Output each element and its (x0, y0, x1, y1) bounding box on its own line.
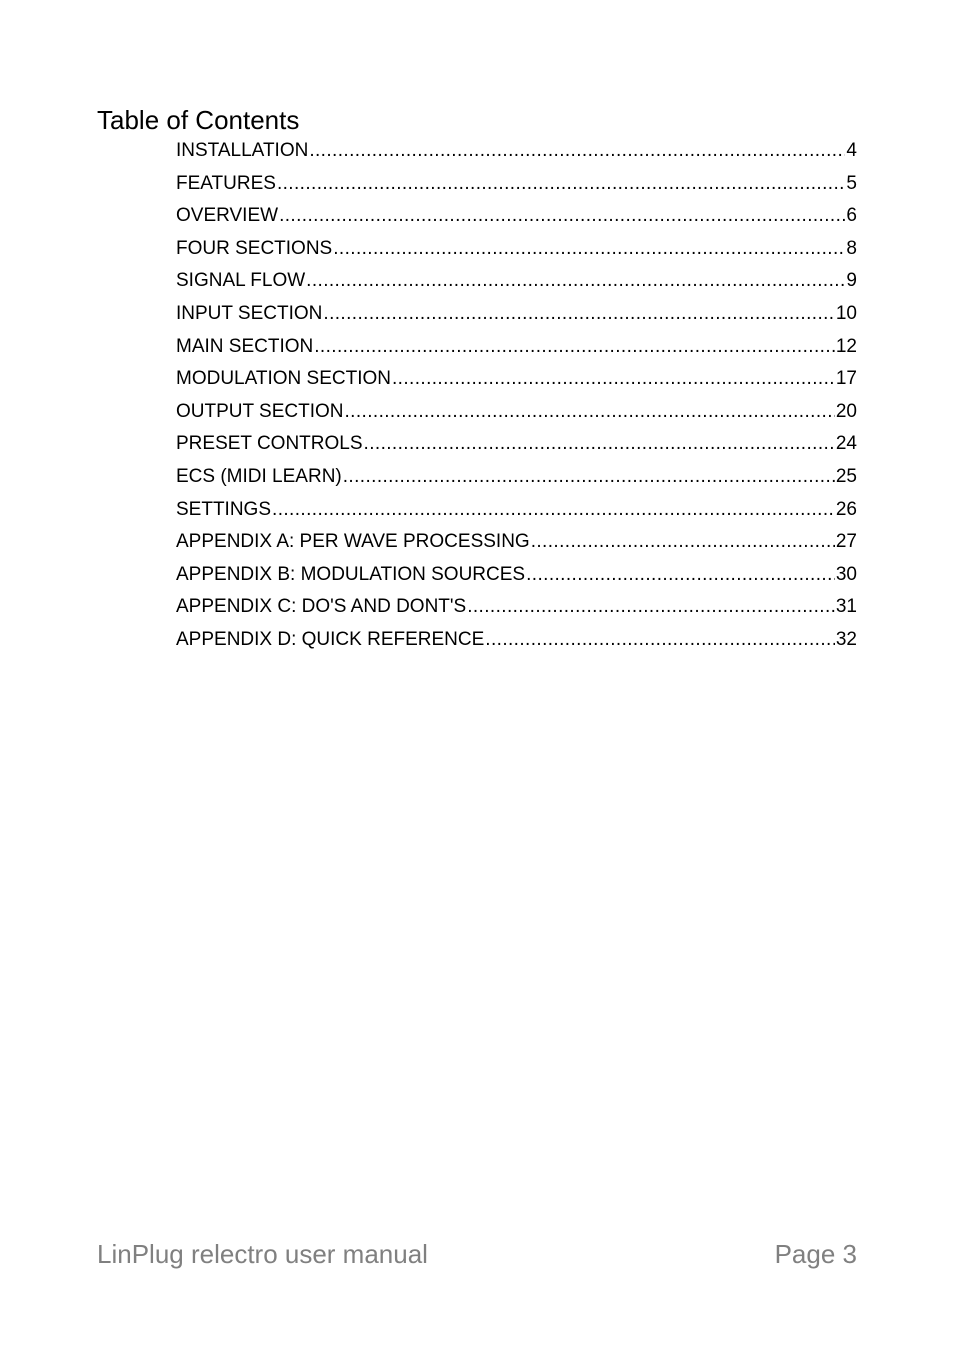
toc-entry-title: FOUR SECTIONS (176, 237, 333, 259)
footer-page-number: Page 3 (774, 1239, 857, 1269)
toc-entry-title: SETTINGS (176, 498, 272, 520)
toc-entry-input-section[interactable] (176, 300, 857, 333)
toc-entry-settings[interactable] (176, 496, 857, 529)
toc-entry-page: 6 (846, 205, 857, 227)
toc-entry-title: MAIN SECTION (176, 335, 314, 357)
dot-leader (277, 170, 845, 198)
toc-entry-title: APPENDIX B: MODULATION SOURCES (176, 563, 526, 585)
dot-leader (526, 561, 835, 589)
toc-entry-main-section[interactable] (176, 333, 857, 366)
toc-entry-ecs-midi-learn[interactable] (176, 463, 857, 496)
toc-heading: Table of Contents (97, 105, 300, 135)
toc-entry-appendix-d[interactable] (176, 626, 857, 659)
toc-entry-title: ECS (MIDI LEARN) (176, 465, 342, 487)
dot-leader (392, 365, 835, 393)
toc-entry-modulation-section[interactable] (176, 365, 857, 398)
toc-entry-preset-controls[interactable] (176, 430, 857, 463)
toc-entry-page: 31 (835, 596, 857, 618)
toc-entry-title: OVERVIEW (176, 205, 279, 227)
toc-entry-title: INSTALLATION (176, 140, 309, 161)
toc-entry-page: 8 (846, 237, 857, 259)
toc-entry-overview[interactable] (176, 202, 857, 235)
toc-entry-page: 10 (835, 302, 857, 324)
toc-entry-page: 32 (835, 628, 857, 650)
footer-document-title: LinPlug relectro user manual (97, 1239, 428, 1269)
dot-leader (345, 398, 835, 426)
dot-leader (314, 333, 835, 361)
dot-leader (272, 496, 835, 524)
toc-entry-page: 26 (835, 498, 857, 520)
toc-entry-page: 20 (835, 400, 857, 422)
toc-entry-title: OUTPUT SECTION (176, 400, 344, 422)
toc-entry-signal-flow[interactable] (176, 267, 857, 300)
toc-entry-page: 30 (835, 563, 857, 585)
dot-leader (309, 137, 845, 165)
toc-entry-title: FEATURES (176, 172, 276, 194)
toc-entry-title: APPENDIX D: QUICK REFERENCE (176, 628, 485, 650)
dot-leader (364, 430, 835, 458)
toc-entry-appendix-b[interactable] (176, 561, 857, 594)
toc-entry-four-sections[interactable] (176, 235, 857, 268)
toc-entry-page: 17 (835, 368, 857, 390)
dot-leader (306, 267, 845, 295)
toc-entry-output-section[interactable] (176, 398, 857, 431)
toc-entry-installation[interactable] (176, 137, 857, 170)
toc-entry-features[interactable] (176, 170, 857, 203)
toc-entry-title: SIGNAL FLOW (176, 270, 306, 292)
page-footer (97, 1238, 857, 1270)
dot-leader (279, 202, 845, 230)
toc-entry-page: 4 (846, 140, 857, 161)
toc-entry-title: PRESET CONTROLS (176, 433, 363, 455)
toc-entry-title: MODULATION SECTION (176, 368, 391, 390)
toc-entry-title: APPENDIX A: PER WAVE PROCESSING (176, 531, 530, 553)
toc-list (176, 137, 857, 659)
toc-entry-appendix-a[interactable] (176, 528, 857, 561)
toc-entry-page: 27 (835, 531, 857, 553)
dot-leader (333, 235, 845, 263)
dot-leader (467, 593, 835, 621)
toc-entry-page: 12 (835, 335, 857, 357)
dot-leader (323, 300, 834, 328)
dot-leader (485, 626, 835, 654)
dot-leader (531, 528, 835, 556)
toc-entry-page: 9 (846, 270, 857, 292)
toc-entry-page: 24 (835, 433, 857, 455)
toc-entry-appendix-c[interactable] (176, 593, 857, 626)
dot-leader (343, 463, 835, 491)
toc-entry-title: INPUT SECTION (176, 302, 323, 324)
toc-entry-page: 5 (846, 172, 857, 194)
toc-entry-title: APPENDIX C: DO'S AND DONT'S (176, 596, 467, 618)
toc-entry-page: 25 (835, 465, 857, 487)
